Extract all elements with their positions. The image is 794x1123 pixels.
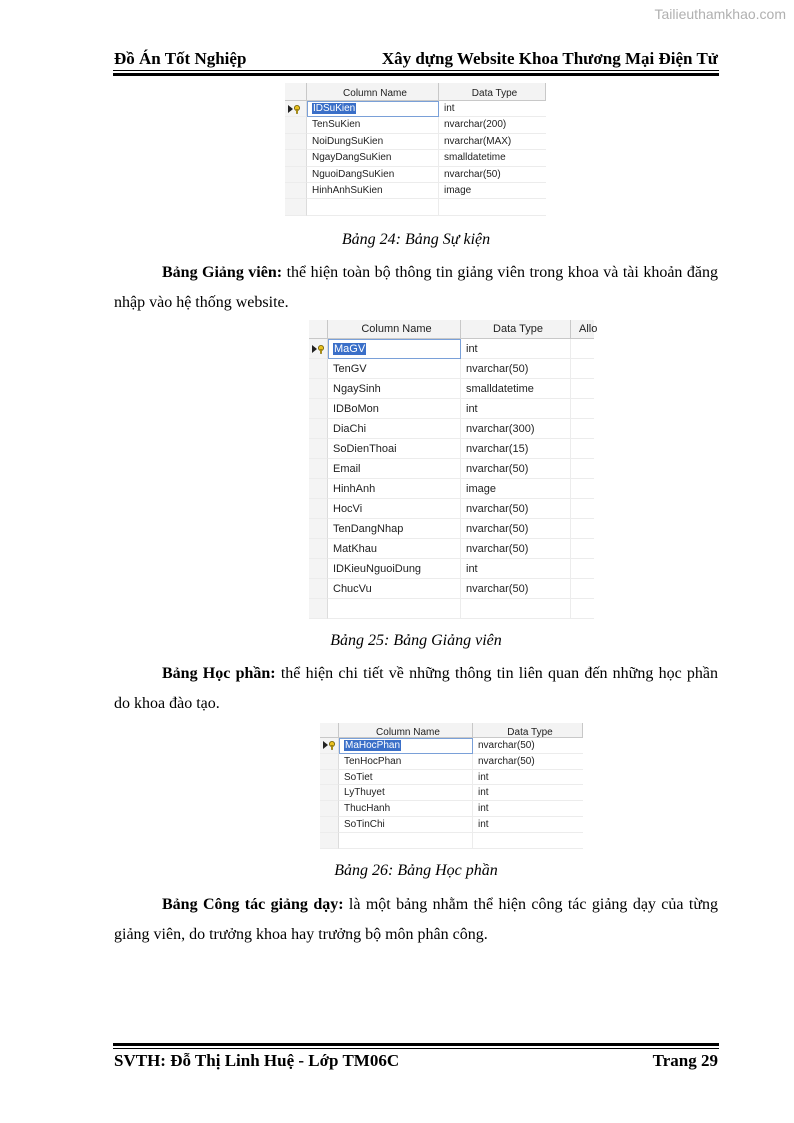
table-row[interactable] <box>309 419 594 439</box>
table-row[interactable] <box>320 754 583 770</box>
caption-table-26: Bảng 26: Bảng Học phần <box>334 862 498 879</box>
page-number: Trang 29 <box>652 1051 718 1070</box>
data-type-cell[interactable]: nvarchar(300) <box>461 419 571 439</box>
table-row[interactable] <box>309 459 594 479</box>
column-name-text: IDSuKien <box>313 103 356 114</box>
row-selector[interactable] <box>309 379 328 399</box>
allow-nulls-cell[interactable] <box>571 379 594 399</box>
data-type-cell[interactable]: int <box>439 101 546 117</box>
row-selector[interactable] <box>285 117 307 133</box>
row-selector[interactable] <box>309 419 328 439</box>
data-type-cell[interactable]: nvarchar(MAX) <box>439 134 546 150</box>
row-selector[interactable] <box>320 738 339 754</box>
allow-nulls-cell[interactable] <box>571 339 594 359</box>
paragraph-hoc-phan <box>114 659 718 719</box>
row-selector[interactable] <box>320 817 339 833</box>
data-type-cell[interactable]: nvarchar(50) <box>473 754 583 770</box>
data-type-cell[interactable]: nvarchar(50) <box>461 499 571 519</box>
grid-header <box>309 320 598 339</box>
table-row[interactable] <box>309 539 594 559</box>
data-type-cell[interactable]: image <box>461 479 571 499</box>
column-name-text: NgayDangSuKien <box>312 152 392 164</box>
paragraph-term: Bảng Học phần: <box>162 665 276 682</box>
column-name-text: NgaySinh <box>333 383 381 395</box>
column-name-cell[interactable] <box>328 439 461 459</box>
column-name-cell[interactable] <box>339 738 473 754</box>
row-selector[interactable] <box>309 339 328 359</box>
paragraph-text: thể hiện chi tiết về những thông tin liên quan đến những học phần do khoa đào tạo. <box>114 665 718 712</box>
allow-nulls-cell[interactable] <box>571 399 594 419</box>
column-name-text: MaHocPhan <box>345 740 401 751</box>
column-name-text: LyThuyet <box>344 787 385 799</box>
column-name-cell[interactable] <box>307 150 439 166</box>
empty-row[interactable] <box>309 599 594 619</box>
column-name-text: ChucVu <box>333 583 372 595</box>
data-type-header: Data Type <box>473 723 583 738</box>
column-name-text: MaGV <box>334 343 366 355</box>
column-name-text: DiaChi <box>333 423 367 435</box>
data-type-cell[interactable]: int <box>461 339 571 359</box>
table-su-kien <box>285 83 546 216</box>
row-selector[interactable] <box>309 399 328 419</box>
data-type-cell[interactable]: int <box>461 399 571 419</box>
column-name-cell[interactable] <box>328 459 461 479</box>
header-left: Đồ Án Tốt Nghiệp <box>114 49 247 68</box>
table-hoc-phan <box>320 723 583 849</box>
column-name-cell[interactable] <box>339 801 473 817</box>
allow-nulls-cell[interactable] <box>571 499 594 519</box>
allow-nulls-cell[interactable] <box>571 519 594 539</box>
column-name-cell[interactable] <box>307 134 439 150</box>
primary-key-icon <box>323 740 336 750</box>
allow-nulls-cell[interactable] <box>571 579 594 599</box>
data-type-cell[interactable]: nvarchar(50) <box>473 738 583 754</box>
data-type-cell[interactable]: nvarchar(200) <box>439 117 546 133</box>
allow-nulls-cell[interactable] <box>571 459 594 479</box>
header-rule-thin <box>113 70 719 71</box>
column-name-cell[interactable] <box>328 479 461 499</box>
caption-table-24: Bảng 24: Bảng Sự kiện <box>341 231 491 248</box>
table-row[interactable] <box>309 519 594 539</box>
column-name-header: Column Name <box>328 320 461 339</box>
column-name-header: Column Name <box>339 723 473 738</box>
data-type-cell[interactable]: int <box>473 785 583 801</box>
column-name-cell[interactable] <box>307 183 439 199</box>
grid-header <box>320 723 583 738</box>
paragraph-text: thể hiện toàn bộ thông tin giảng viên trong khoa và tài khoản đăng nhập vào hệ thống website. <box>114 264 718 311</box>
row-selector[interactable] <box>285 183 307 199</box>
column-name-cell[interactable] <box>307 167 439 183</box>
allow-nulls-cell[interactable] <box>571 359 594 379</box>
data-type-cell[interactable]: smalldatetime <box>439 150 546 166</box>
column-name-cell[interactable] <box>328 399 461 419</box>
row-selector[interactable] <box>309 459 328 479</box>
column-name-text: HocVi <box>333 503 363 515</box>
column-name-text: NoiDungSuKien <box>312 135 384 147</box>
data-type-cell[interactable]: int <box>473 770 583 786</box>
column-name-cell[interactable] <box>307 117 439 133</box>
column-name-text: TenDangNhap <box>333 523 404 535</box>
column-name-cell[interactable] <box>307 101 439 117</box>
table-row[interactable] <box>309 499 594 519</box>
column-name-text: HinhAnh <box>333 483 376 495</box>
row-selector[interactable] <box>320 785 339 801</box>
footer-left: SVTH: Đỗ Thị Linh Huệ - Lớp TM06C <box>114 1051 400 1070</box>
data-type-cell[interactable]: int <box>473 817 583 833</box>
table-row[interactable] <box>285 117 546 133</box>
table-row[interactable] <box>309 559 594 579</box>
column-name-cell[interactable] <box>339 754 473 770</box>
table-row[interactable] <box>285 134 546 150</box>
data-type-cell[interactable]: nvarchar(50) <box>461 519 571 539</box>
empty-row[interactable] <box>285 199 546 215</box>
row-selector[interactable] <box>320 801 339 817</box>
table-row[interactable] <box>309 359 594 379</box>
column-name-text: SoTinChi <box>344 818 385 830</box>
caption-table-25: Bảng 25: Bảng Giảng viên <box>330 632 502 649</box>
column-name-text: SoDienThoai <box>333 443 397 455</box>
row-selector[interactable] <box>320 754 339 770</box>
table-row[interactable] <box>309 339 594 359</box>
paragraph-text: là một bảng nhằm thể hiện công tác giảng dạy của từng giảng viên, do trưởng khoa hay trưởng bộ môn phân công. <box>114 896 718 943</box>
data-type-cell[interactable]: int <box>473 801 583 817</box>
data-type-cell[interactable]: nvarchar(50) <box>461 359 571 379</box>
allow-nulls-cell[interactable] <box>571 419 594 439</box>
table-row[interactable] <box>285 167 546 183</box>
paragraph-giang-vien <box>114 258 718 318</box>
table-row[interactable] <box>309 479 594 499</box>
column-name-cell[interactable] <box>328 499 461 519</box>
allow-nulls-header: Allo <box>571 320 594 339</box>
row-selector[interactable] <box>309 359 328 379</box>
primary-key-icon <box>312 344 325 354</box>
table-row[interactable] <box>320 738 583 754</box>
data-type-cell[interactable]: nvarchar(15) <box>461 439 571 459</box>
column-name-text: HinhAnhSuKien <box>312 184 383 196</box>
column-name-cell[interactable] <box>328 419 461 439</box>
row-selector[interactable] <box>309 539 328 559</box>
table-row[interactable] <box>309 399 594 419</box>
table-row[interactable] <box>309 439 594 459</box>
table-row[interactable] <box>320 801 583 817</box>
column-name-text: MatKhau <box>333 543 378 555</box>
column-name-text: ThucHanh <box>344 803 391 815</box>
data-type-cell[interactable]: image <box>439 183 546 199</box>
footer-rule-thick <box>113 1043 719 1046</box>
footer-rule-thin <box>113 1048 719 1049</box>
page-footer <box>114 1051 718 1071</box>
row-selector[interactable] <box>309 479 328 499</box>
row-selector[interactable] <box>320 770 339 786</box>
data-type-cell[interactable]: nvarchar(50) <box>461 579 571 599</box>
grid-corner <box>285 83 307 101</box>
row-selector[interactable] <box>285 101 307 117</box>
column-name-text: IDBoMon <box>333 403 379 415</box>
data-type-header: Data Type <box>461 320 571 339</box>
row-selector[interactable] <box>309 559 328 579</box>
page-header <box>114 49 718 69</box>
data-type-cell[interactable]: nvarchar(50) <box>461 459 571 479</box>
data-type-cell[interactable]: nvarchar(50) <box>461 539 571 559</box>
data-type-header: Data Type <box>439 83 546 101</box>
column-name-text: SoTiet <box>344 771 373 783</box>
column-name-header: Column Name <box>307 83 439 101</box>
watermark: Tailieuthamkhao.com <box>654 6 786 22</box>
allow-nulls-cell[interactable] <box>571 559 594 579</box>
header-right: Xây dựng Website Khoa Thương Mại Điện Tử <box>381 49 718 68</box>
column-name-text: NguoiDangSuKien <box>312 168 395 180</box>
header-rule-thick <box>113 73 719 76</box>
row-selector[interactable] <box>309 499 328 519</box>
allow-nulls-cell[interactable] <box>571 439 594 459</box>
column-name-text: Email <box>333 463 361 475</box>
data-type-cell[interactable]: nvarchar(50) <box>439 167 546 183</box>
column-name-cell[interactable] <box>328 579 461 599</box>
row-selector[interactable] <box>309 519 328 539</box>
allow-nulls-cell[interactable] <box>571 479 594 499</box>
table-row[interactable] <box>320 785 583 801</box>
column-name-cell[interactable] <box>328 359 461 379</box>
column-name-cell[interactable] <box>339 785 473 801</box>
table-row[interactable] <box>309 379 594 399</box>
column-name-cell[interactable] <box>339 770 473 786</box>
column-name-text: TenHocPhan <box>344 755 402 767</box>
table-row[interactable] <box>309 579 594 599</box>
grid-header <box>285 83 546 101</box>
row-selector[interactable] <box>285 150 307 166</box>
column-name-cell[interactable] <box>339 817 473 833</box>
data-type-cell[interactable]: int <box>461 559 571 579</box>
column-name-text: IDKieuNguoiDung <box>333 563 422 575</box>
row-selector[interactable] <box>309 579 328 599</box>
grid-corner <box>309 320 328 339</box>
table-row[interactable] <box>320 770 583 786</box>
paragraph-cong-tac <box>114 890 718 950</box>
table-giang-vien <box>309 320 598 619</box>
paragraph-term: Bảng Công tác giảng dạy: <box>162 896 344 913</box>
column-name-text: TenSuKien <box>312 119 361 131</box>
row-selector[interactable] <box>309 439 328 459</box>
primary-key-icon <box>288 104 301 114</box>
grid-corner <box>320 723 339 738</box>
column-name-cell[interactable] <box>328 539 461 559</box>
row-selector[interactable] <box>285 167 307 183</box>
row-selector[interactable] <box>285 134 307 150</box>
column-name-cell[interactable] <box>328 519 461 539</box>
column-name-text: TenGV <box>333 363 367 375</box>
paragraph-term: Bảng Giảng viên: <box>162 264 283 281</box>
empty-row[interactable] <box>320 833 583 849</box>
column-name-cell[interactable] <box>328 559 461 579</box>
data-type-cell[interactable]: smalldatetime <box>461 379 571 399</box>
table-row[interactable] <box>320 817 583 833</box>
table-row[interactable] <box>285 101 546 117</box>
table-row[interactable] <box>285 150 546 166</box>
column-name-cell[interactable] <box>328 379 461 399</box>
allow-nulls-cell[interactable] <box>571 539 594 559</box>
table-row[interactable] <box>285 183 546 199</box>
column-name-cell[interactable] <box>328 339 461 359</box>
